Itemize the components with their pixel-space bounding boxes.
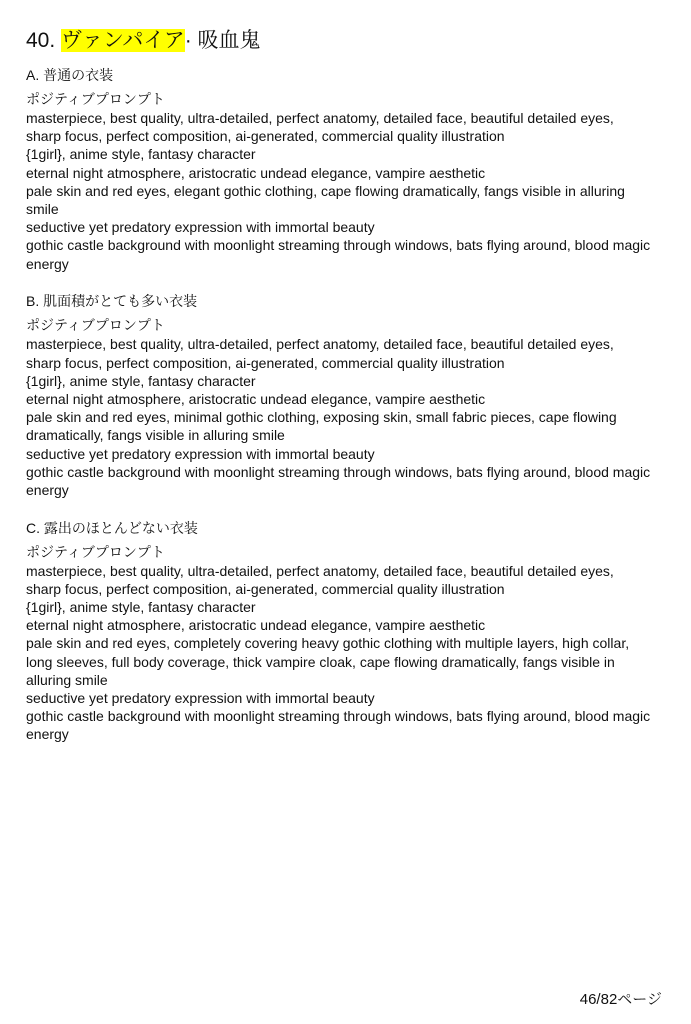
prompt-line: eternal night atmosphere, aristocratic undead elegance, vampire aesthetic: [26, 390, 486, 407]
prompt-line: gothic castle background with moonlight streaming through windows, bats flying around, blood magic energy: [26, 237, 651, 272]
prompt-line: {1girl}, anime style, fantasy character: [26, 372, 256, 389]
title-rest: · 吸血鬼: [184, 29, 261, 52]
prompt-line: seductive yet predatory expression with immortal beauty: [26, 690, 375, 707]
prompt-line: eternal night atmosphere, aristocratic undead elegance, vampire aesthetic: [26, 164, 486, 181]
prompt-line: pale skin and red eyes, completely covering heavy gothic clothing with multiple layers, high collar, long sleeves, full body coverage, thick vampire cloak, cape flowing dramatically, fangs visible in alluring smile: [26, 635, 630, 688]
prompt-line: masterpiece, best quality, ultra-detailed, perfect anatomy, detailed face, beautiful detailed eyes, sharp focus, perfect composition, ai-generated, commercial quality illustration: [26, 562, 614, 597]
content: [26, 65, 651, 762]
prompt-label: ポジティブプロンプト: [26, 91, 165, 107]
prompt-line: gothic castle background with moonlight streaming through windows, bats flying around, blood magic energy: [26, 463, 651, 498]
section-heading: A. 普通の衣装: [26, 67, 114, 83]
prompt-line: eternal night atmosphere, aristocratic undead elegance, vampire aesthetic: [26, 617, 486, 634]
prompt-label: ポジティブプロンプト: [26, 543, 165, 560]
section-a: [26, 65, 651, 273]
title-highlight: ヴァンパイア: [61, 29, 185, 52]
prompt-line: pale skin and red eyes, minimal gothic clothing, exposing skin, small fabric pieces, cape flowing dramatically, fangs visible in alluring smile: [26, 409, 617, 444]
page-number: 46/82ページ: [579, 991, 662, 1008]
section-heading: C. 露出のほとんどない衣装: [26, 519, 198, 536]
prompt-line: masterpiece, best quality, ultra-detailed, perfect anatomy, detailed face, beautiful detailed eyes, sharp focus, perfect composition, ai-generated, commercial quality illustration: [26, 110, 614, 145]
section-c: [26, 518, 651, 744]
prompt-line: pale skin and red eyes, elegant gothic clothing, cape flowing dramatically, fangs visible in alluring smile: [26, 182, 625, 218]
prompt-line: seductive yet predatory expression with immortal beauty: [26, 445, 375, 462]
prompt-line: seductive yet predatory expression with immortal beauty: [26, 219, 375, 236]
prompt-line: {1girl}, anime style, fantasy character: [26, 146, 256, 163]
prompt-label: ポジティブプロンプト: [26, 317, 165, 334]
prompt-line: masterpiece, best quality, ultra-detailed, perfect anatomy, detailed face, beautiful detailed eyes, sharp focus, perfect composition, ai-generated, commercial quality illustration: [26, 336, 614, 371]
prompt-line: gothic castle background with moonlight streaming through windows, bats flying around, blood magic energy: [26, 708, 651, 743]
section-b: [26, 291, 651, 499]
title-number: 40.: [26, 29, 62, 52]
page-title: [26, 27, 261, 55]
prompt-line: {1girl}, anime style, fantasy character: [26, 599, 256, 616]
section-heading: B. 肌面積がとても多い衣装: [26, 293, 198, 310]
